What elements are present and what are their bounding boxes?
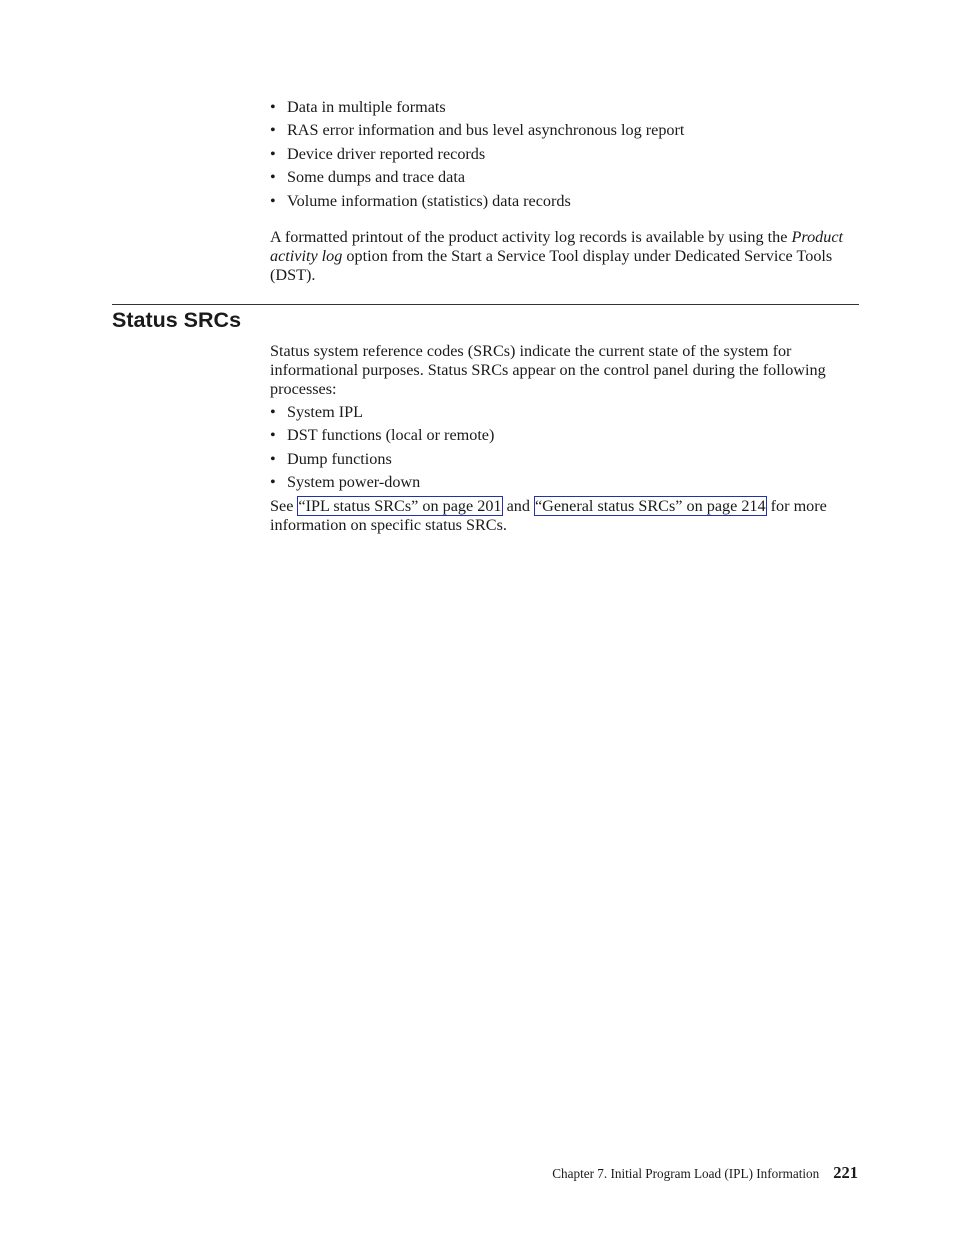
bullet-icon: • (270, 121, 276, 140)
bullet-icon: • (270, 473, 276, 492)
list-item: • Data in multiple formats (270, 98, 446, 116)
top-bullet-list-block (270, 98, 860, 215)
list-item: • Volume information (statistics) data records (270, 191, 571, 210)
page-footer (552, 1163, 858, 1183)
list-item: • System IPL (270, 403, 363, 421)
page-number: 221 (833, 1163, 858, 1182)
bullet-icon: • (270, 426, 276, 445)
ipl-status-srcs-link[interactable]: “IPL status SRCs” on page 201 (298, 497, 502, 516)
section-divider (112, 304, 859, 305)
footer-chapter-title: Chapter 7. Initial Program Load (IPL) Information (552, 1166, 820, 1181)
printout-paragraph-block (270, 228, 860, 285)
bullet-icon: • (270, 98, 276, 116)
bullet-icon: • (270, 144, 276, 163)
bullet-icon: • (270, 168, 276, 187)
list-item: • DST functions (local or remote) (270, 426, 495, 445)
general-status-srcs-link[interactable]: “General status SRCs” on page 214 (534, 497, 766, 516)
section-body (270, 342, 860, 535)
section-heading: Status SRCs (112, 308, 242, 332)
bullet-icon: • (270, 191, 276, 210)
see-also-paragraph: See “IPL status SRCs” on page 201 and “General status SRCs” on page 214 for more information on specific status SRCs. (270, 497, 827, 535)
process-list (270, 403, 860, 492)
list-item: • Dump functions (270, 449, 392, 468)
list-item: • System power-down (270, 473, 421, 492)
list-item: • Device driver reported records (270, 144, 486, 163)
section-intro-paragraph: Status system reference codes (SRCs) indicate the current state of the system for informational purposes. Status SRCs appear on the control panel during the following processes: (270, 342, 826, 398)
bullet-icon: • (270, 403, 276, 421)
list-item: • Some dumps and trace data (270, 168, 466, 187)
top-bullet-list (270, 98, 860, 211)
printout-paragraph: A formatted printout of the product activity log records is available by using the Product activity log option from the Start a Service Tool display under Dedicated Service Tools (DST). (270, 228, 844, 284)
bullet-icon: • (270, 449, 276, 468)
list-item: • RAS error information and bus level asynchronous log report (270, 121, 685, 140)
product-activity-log-term: Product activity log (270, 228, 844, 265)
